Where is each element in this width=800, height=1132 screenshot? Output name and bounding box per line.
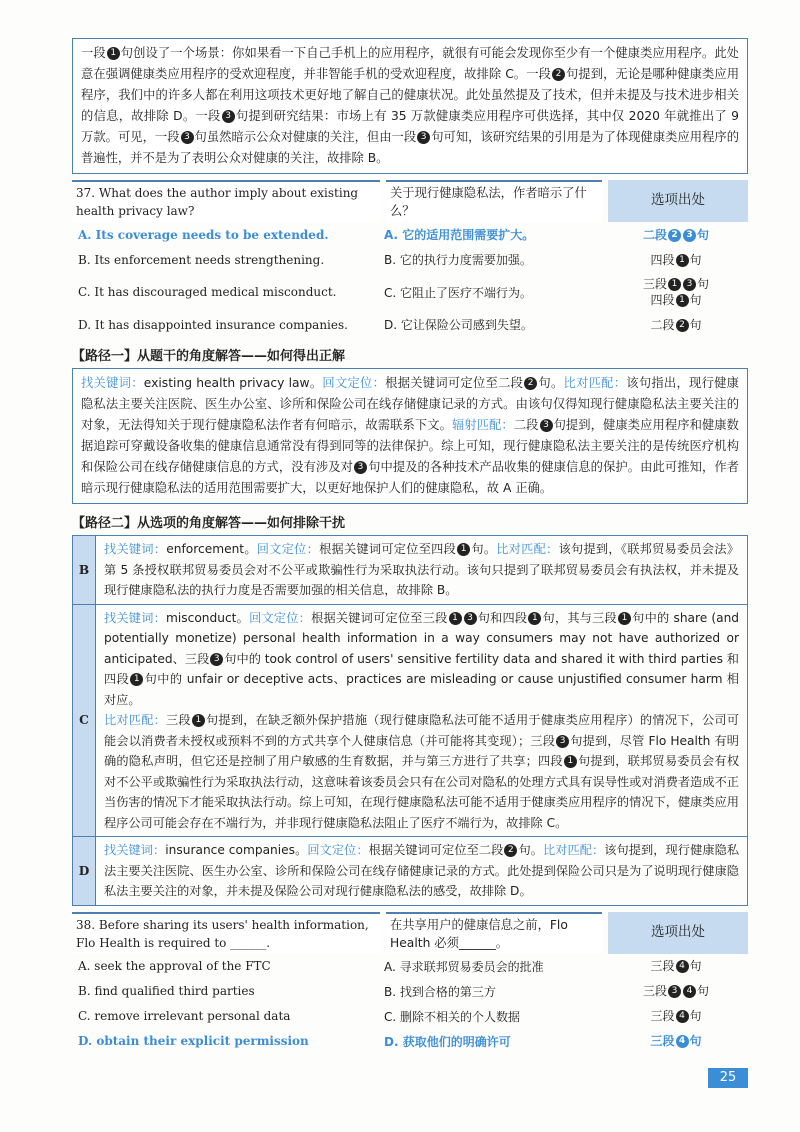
circled-number: 2 [668, 229, 681, 242]
circled-number: 3 [540, 419, 553, 432]
source-tail: 句 [689, 1009, 702, 1023]
intro-analysis-box [72, 38, 748, 174]
label-radiate: 辐射匹配： [451, 418, 514, 432]
label-locate: 回文定位： [249, 610, 312, 625]
option-zh: B. 它的执行力度需要加强。 [384, 253, 532, 267]
option-c-analysis [96, 604, 748, 837]
circled-number: 4 [676, 960, 689, 973]
source-tail: 句 [689, 317, 702, 332]
circled-number: 3 [181, 131, 194, 144]
circled-number: 3 [464, 612, 477, 625]
circled-number: 3 [210, 653, 223, 666]
circled-number: 2 [552, 68, 565, 81]
circled-number: 3 [222, 110, 235, 123]
label-keyword: 找关键词： [81, 376, 144, 390]
q37-option-d [72, 312, 748, 337]
quote-text: 的 share (and potentially monetize) personal health information in a way consumers may not have authorized or anticipated、三段 [104, 610, 740, 666]
path1-box [72, 368, 748, 504]
locate-text: 根据关键词可定位至二段 [385, 376, 524, 390]
circled-number: 1 [457, 543, 470, 556]
q38-option-c [72, 1004, 748, 1029]
option-source [604, 227, 748, 243]
match-text: 句提到，联邦贸易委员会有权对不公平或欺骗性行为采取执法行动，这意味着该委员会只有在公司对隐私的处理方式具有误导性或对消费者造成不正当伤害的情况下才能采取执法行动。综上可知，在现行健康隐私法可能不适用于健康类应用程序的情况下，健康类应用程序公司可能会存在不端行为，并非现行健康隐私法阻止了医疗不端行为，故排除 C。 [104, 754, 740, 830]
table-row [73, 604, 748, 837]
keyword: enforcement。 [166, 542, 257, 556]
option-en: B. find qualified third parties [78, 984, 255, 998]
table-row [73, 536, 748, 605]
path2-heading: 【路径二】从选项的角度解答——如何排除干扰 [72, 516, 346, 531]
locate-tail: 句。 [518, 843, 543, 857]
path2-table [72, 535, 748, 906]
option-source [604, 252, 748, 268]
source-tail: 句 [697, 227, 710, 242]
label-keyword: 找关键词： [104, 610, 167, 625]
intro-text: 句创设了一个场景：你如果看一下自己手机上的应用程序，就很有可能会发现你至少有一个健康类应用程序。此处意在强调健康类应用程序的受欢迎程度，并非智能手机的受欢迎程度，故排除 C。一段 [81, 46, 739, 81]
circled-number: 3 [683, 278, 696, 291]
circled-number: 3 [354, 461, 367, 474]
q37-source-header: 选项出处 [608, 180, 748, 222]
match-text: 句提到，在缺乏额外保护措施（现行健康隐私法可能不适用于健康类应用程序）的情况下，公司可能会以消费者未授权或预料不到的方式共享个人健康信息（并可能将其变现）；三段 [104, 713, 740, 748]
q37-header [72, 180, 748, 222]
option-b-analysis [96, 536, 748, 605]
source-para: 三段 [642, 984, 667, 998]
option-en: B. Its enforcement needs strengthening. [78, 252, 325, 267]
option-letter: D [73, 837, 96, 906]
radiate-text: 二段 [513, 418, 539, 432]
circled-number: 4 [683, 985, 696, 998]
circled-number: 1 [528, 612, 541, 625]
locate-tail: 句。 [471, 542, 497, 556]
source-tail: 句 [689, 252, 702, 267]
source-para: 三段 [642, 277, 667, 291]
option-letter: B [73, 536, 96, 605]
match-text: 该句指出，现行健康隐私法主要关注医院、医生办公室、诊所和保险公司在线存储健康记录的方式。由该句仅得知现行健康隐私法主要关注的对象，无法得知关于现行健康隐私法作者有何暗示，故需联系下文。 [81, 376, 739, 432]
option-en: D. It has disappointed insurance companies. [78, 317, 348, 332]
path1-heading: 【路径一】从题干的角度解答——如何得出正解 [72, 349, 346, 364]
label-match: 比对匹配： [563, 376, 627, 390]
circled-number: 1 [676, 254, 689, 267]
table-row [73, 837, 748, 906]
q38-stem-zh: 在共享用户的健康信息之前，Flo Health 必须______。 [386, 912, 602, 954]
option-source [604, 958, 748, 974]
source-para: 二段 [642, 227, 667, 242]
option-en: A. seek the approval of the FTC [78, 959, 271, 973]
locate-text: 根据关键词可定位至三段 [311, 610, 448, 625]
option-source [604, 983, 748, 999]
radiate-text: 句提到，健康类应用程序和健康数据追踪可穿戴设备收集的健康信息通常没有得到同等的法律保护。综上可知，现行健康隐私法主要关注的是传统医疗机构和保险公司在线存储健康信息的方式，没有涉及对 [81, 418, 739, 474]
q37-stem-en: 37. What does the author imply about existing health privacy law? [72, 180, 380, 222]
option-zh: B. 找到合格的第三方 [384, 984, 496, 999]
source-tail: 句 [697, 984, 710, 998]
source-para: 三段 [650, 1009, 675, 1023]
keyword: existing health privacy law。 [143, 376, 323, 390]
option-en: D. obtain their explicit permission [78, 1034, 309, 1048]
match-text: 该句提到，《联邦贸易委员会法》第 5 条授权联邦贸易委员会对不公平或欺骗性行为采取执法行动。该句只提到了联邦贸易委员会有执法权，并未提及现行健康隐私法的执行力度是否需要加强的相关信息，故排除 B。 [104, 542, 740, 597]
option-zh: D. 它让保险公司感到失望。 [384, 318, 533, 332]
q37-option-c [72, 272, 748, 312]
circled-number: 2 [504, 844, 517, 857]
option-en: C. It has discouraged medical misconduct. [78, 285, 337, 299]
circled-number: 3 [417, 131, 430, 144]
option-en: A. Its coverage needs to be extended. [78, 227, 329, 242]
keyword: misconduct。 [166, 610, 250, 625]
quote-text: 句中的 took control of users' sensitive fertility data and shared it with third parties 和四段 [104, 651, 739, 686]
circled-number: 1 [676, 294, 689, 307]
source-tail: 句 [689, 959, 702, 973]
q38-source-header: 选项出处 [608, 912, 748, 954]
match-text: 该句提到，现行健康隐私法主要关注医院、医生办公室、诊所和保险公司在线存储健康记录的方式。此处提到保险公司只是为了说明现行健康隐私法主要关注的对象，并未提及保险公司对现行健康隐私法的感受，故排除 D。 [104, 843, 740, 898]
locate-text: 句和四段 [477, 610, 528, 625]
q37-option-a [72, 222, 748, 247]
circled-number: 3 [668, 985, 681, 998]
q37-stem-zh: 关于现行健康隐私法，作者暗示了什么？ [386, 180, 602, 222]
circled-number: 2 [524, 377, 537, 390]
source-tail: 句 [689, 293, 702, 307]
option-zh: D. 获取他们的明确许可 [384, 1034, 511, 1049]
circled-number: 3 [683, 229, 696, 242]
circled-number: 1 [449, 612, 462, 625]
keyword: insurance companies。 [165, 843, 308, 857]
locate-text: 根据关键词可定位至四段 [319, 542, 457, 556]
circled-number: 1 [107, 47, 120, 60]
radiate-text: 句中提及的各种技术产品收集的健康信息的保护。由此可推知，作者暗示现行健康隐私法的适用范围需要扩大，以更好地保护人们的健康隐私，故 A 正确。 [81, 460, 739, 495]
circled-number: 1 [564, 755, 577, 768]
circled-number: 2 [676, 319, 689, 332]
q38-header [72, 912, 748, 954]
circled-number: 1 [192, 714, 205, 727]
intro-text: 句可知，该研究结果的引用是为了体现健康类应用程序的普遍性，并不是为了表明公众对健康的关注，故排除 B。 [81, 130, 739, 165]
label-keyword: 找关键词： [104, 542, 167, 556]
circled-number: 3 [556, 735, 569, 748]
option-zh: C. 删除不相关的个人数据 [384, 1009, 521, 1024]
circled-number: 1 [130, 673, 143, 686]
locate-text: 句，其与三段 [542, 610, 617, 625]
quote-text: 句中的 unfair or deceptive acts、practices are misleading or cause unjustified consumer harm 相对应。 [104, 672, 739, 707]
label-keyword: 找关键词： [104, 843, 166, 857]
option-zh: C. 它阻止了医疗不端行为。 [384, 285, 533, 300]
label-match: 比对匹配： [496, 542, 559, 556]
option-source [604, 1008, 748, 1024]
source-para: 三段 [650, 959, 675, 973]
source-para: 四段 [650, 293, 675, 307]
intro-text: 句虽然暗示公众对健康的关注，但由一段 [194, 130, 417, 144]
label-locate: 回文定位： [322, 376, 386, 390]
q38-stem-en: 38. Before sharing its users' health information, Flo Health is required to ______. [72, 912, 380, 954]
option-zh: A. 寻求联邦贸易委员会的批准 [384, 959, 544, 974]
locate-text: 根据关键词可定位至二段 [368, 843, 504, 857]
q37-option-b [72, 247, 748, 272]
locate-tail: 句。 [538, 376, 564, 390]
page-number: 25 [708, 1068, 748, 1088]
q38-option-b [72, 979, 748, 1004]
option-letter: C [73, 604, 96, 837]
circled-number: 4 [676, 1035, 689, 1048]
option-d-analysis [96, 837, 748, 906]
source-tail: 句 [697, 277, 710, 291]
label-match: 比对匹配： [543, 843, 605, 857]
intro-text: 一段 [81, 46, 106, 60]
label-locate: 回文定位： [256, 542, 320, 556]
locate-text: 句中 [631, 610, 657, 625]
option-source [604, 276, 748, 308]
page-content [72, 38, 748, 1054]
q38-option-d [72, 1029, 748, 1054]
circled-number: 1 [618, 612, 631, 625]
intro-text: 句提到，无论是哪种健康类应用程序，我们中的许多人都在利用这项技术更好地了解自己的健康状况。此处虽然提及了技术，但并未提及与技术进步相关的信息，故排除 D。一段 [81, 67, 739, 123]
option-source [604, 317, 748, 333]
option-zh: A. 它的适用范围需要扩大。 [384, 228, 535, 242]
source-para: 三段 [650, 1034, 675, 1048]
circled-number: 1 [668, 278, 681, 291]
match-text: 句提到，尽管 Flo Health 有明确的隐私声明，但它还是控制了用户敏感的生育数据，并与第三方进行了共享；四段 [104, 733, 739, 768]
circled-number: 4 [676, 1010, 689, 1023]
source-para: 二段 [650, 317, 675, 332]
label-locate: 回文定位： [307, 843, 369, 857]
source-para: 四段 [650, 252, 675, 267]
match-text: 三段 [166, 713, 191, 727]
option-source [604, 1033, 748, 1049]
source-tail: 句 [689, 1034, 702, 1048]
q38-option-a [72, 954, 748, 979]
option-en: C. remove irrelevant personal data [78, 1009, 291, 1023]
intro-text: 句提到研究结果：市场上有 35 万款健康类应用程序可供选择，其中仅 2020 年就推出了 9 万款。可见，一段 [81, 109, 739, 144]
label-match: 比对匹配： [104, 713, 166, 727]
